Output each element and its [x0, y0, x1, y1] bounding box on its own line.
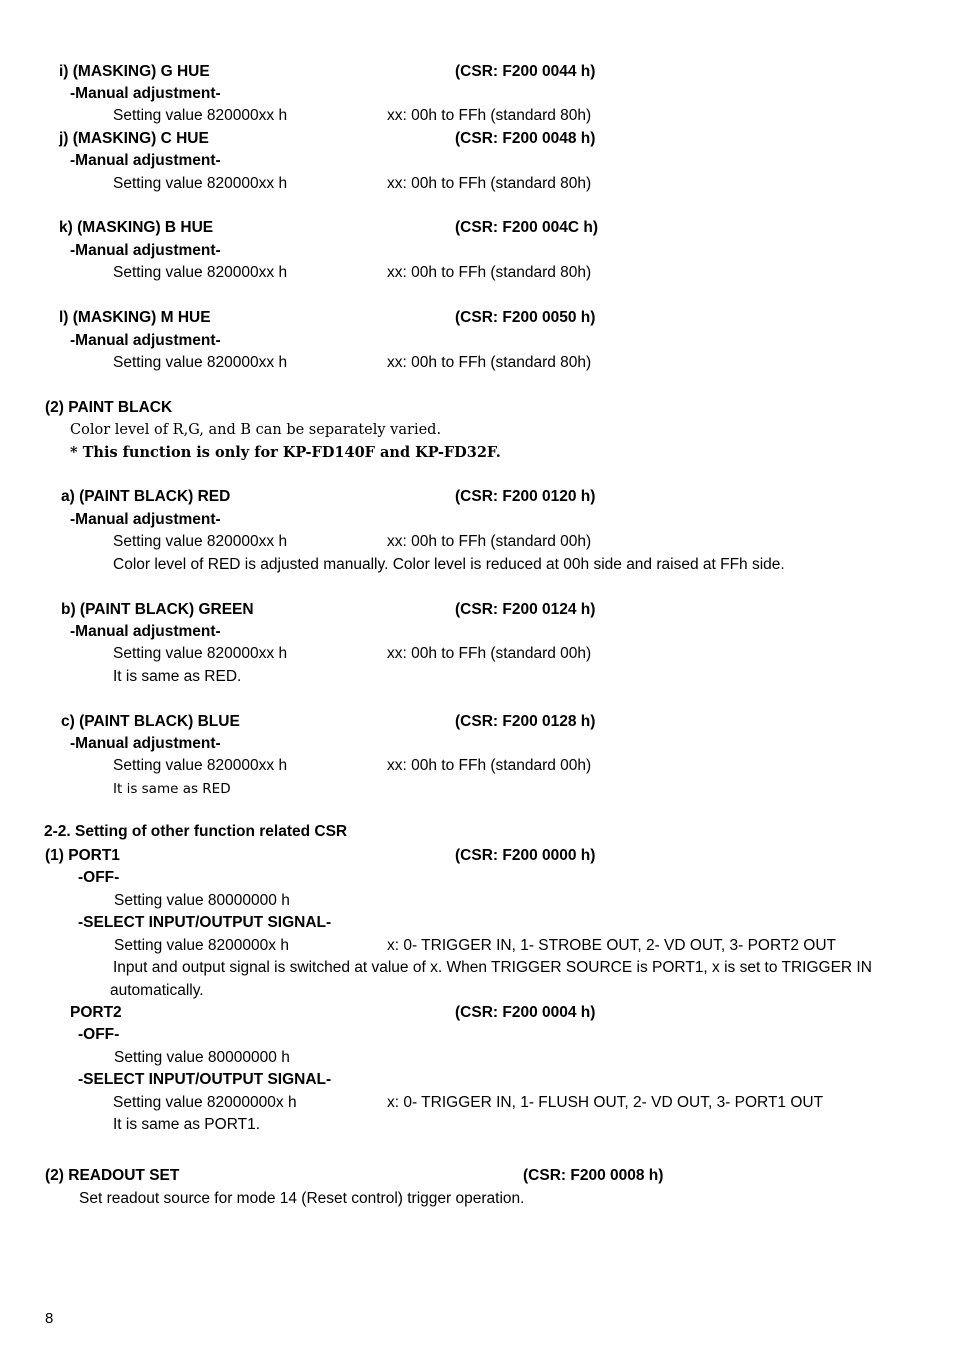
c-hue-csr: (CSR: F200 0048 h): [455, 130, 596, 147]
paint-black-red-desc: Color level of RED is adjusted manually. Color level is reduced at 00h side and raised at FFh side.: [113, 556, 785, 573]
paint-black-green-desc: It is same as RED.: [113, 668, 242, 685]
other-functions-heading: 2-2. Setting of other function related CSR: [44, 823, 348, 840]
m-hue-manual-label: -Manual adjustment-: [70, 332, 221, 349]
b-hue-csr: (CSR: F200 004C h): [455, 219, 598, 236]
port1-csr: (CSR: F200 0000 h): [455, 847, 596, 864]
readout-set-csr: (CSR: F200 0008 h): [523, 1167, 664, 1184]
g-hue-manual-label: -Manual adjustment-: [70, 85, 221, 102]
port2-off-setting: Setting value 80000000 h: [114, 1049, 290, 1066]
paint-black-green-heading: b) (PAINT BLACK) GREEN: [61, 601, 254, 618]
port1-desc-line2: automatically.: [110, 982, 204, 999]
paint-black-green-range: xx: 00h to FFh (standard 00h): [387, 645, 592, 662]
m-hue-setting: Setting value 820000xx h: [113, 354, 288, 371]
g-hue-csr: (CSR: F200 0044 h): [455, 63, 596, 80]
paint-black-blue-desc: It is same as RED: [113, 781, 231, 797]
readout-set-desc: Set readout source for mode 14 (Reset control) trigger operation.: [79, 1190, 525, 1207]
port2-select-label: -SELECT INPUT/OUTPUT SIGNAL-: [78, 1071, 332, 1088]
paint-black-red-heading: a) (PAINT BLACK) RED: [61, 488, 231, 505]
port1-off-setting: Setting value 80000000 h: [114, 892, 290, 909]
port1-heading: (1) PORT1: [45, 847, 120, 864]
paint-black-green-manual-label: -Manual adjustment-: [70, 623, 221, 640]
paint-black-red-manual-label: -Manual adjustment-: [70, 511, 221, 528]
b-hue-range: xx: 00h to FFh (standard 80h): [387, 264, 592, 281]
paint-black-red-setting: Setting value 820000xx h: [113, 533, 288, 550]
paint-black-blue-csr: (CSR: F200 0128 h): [455, 713, 596, 730]
port1-select-label: -SELECT INPUT/OUTPUT SIGNAL-: [78, 914, 332, 931]
paint-black-note: * This function is only for KP-FD140F and KP-FD32F.: [70, 444, 501, 461]
readout-set-heading: (2) READOUT SET: [45, 1167, 180, 1184]
port1-off-label: -OFF-: [78, 869, 120, 886]
b-hue-setting: Setting value 820000xx h: [113, 264, 288, 281]
c-hue-setting: Setting value 820000xx h: [113, 175, 288, 192]
m-hue-csr: (CSR: F200 0050 h): [455, 309, 596, 326]
paint-black-blue-setting: Setting value 820000xx h: [113, 757, 288, 774]
b-hue-heading: k) (MASKING) B HUE: [59, 219, 214, 236]
port1-desc-line1: Input and output signal is switched at value of x. When TRIGGER SOURCE is PORT1, x is set to TRIGGER IN: [113, 959, 872, 976]
port2-select-setting: Setting value 82000000x h: [113, 1094, 297, 1111]
c-hue-heading: j) (MASKING) C HUE: [59, 130, 209, 147]
g-hue-heading: i) (MASKING) G HUE: [59, 63, 210, 80]
paint-black-heading: (2) PAINT BLACK: [45, 399, 173, 416]
g-hue-range: xx: 00h to FFh (standard 80h): [387, 107, 592, 124]
paint-black-desc: Color level of R,G, and B can be separately varied.: [70, 422, 442, 438]
port2-csr: (CSR: F200 0004 h): [455, 1004, 596, 1021]
paint-black-blue-range: xx: 00h to FFh (standard 00h): [387, 757, 592, 774]
port2-desc: It is same as PORT1.: [113, 1116, 261, 1133]
port2-off-label: -OFF-: [78, 1026, 120, 1043]
paint-black-blue-manual-label: -Manual adjustment-: [70, 735, 221, 752]
port2-heading: PORT2: [70, 1004, 122, 1021]
g-hue-setting: Setting value 820000xx h: [113, 107, 288, 124]
port1-select-setting: Setting value 8200000x h: [114, 937, 289, 954]
paint-black-red-csr: (CSR: F200 0120 h): [455, 488, 596, 505]
c-hue-manual-label: -Manual adjustment-: [70, 152, 221, 169]
paint-black-green-csr: (CSR: F200 0124 h): [455, 601, 596, 618]
paint-black-red-range: xx: 00h to FFh (standard 00h): [387, 533, 592, 550]
paint-black-green-setting: Setting value 820000xx h: [113, 645, 288, 662]
c-hue-range: xx: 00h to FFh (standard 80h): [387, 175, 592, 192]
port1-select-range: x: 0- TRIGGER IN, 1- STROBE OUT, 2- VD OUT, 3- PORT2 OUT: [387, 937, 836, 954]
port2-select-range: x: 0- TRIGGER IN, 1- FLUSH OUT, 2- VD OUT, 3- PORT1 OUT: [387, 1094, 824, 1111]
m-hue-range: xx: 00h to FFh (standard 80h): [387, 354, 592, 371]
m-hue-heading: l) (MASKING) M HUE: [59, 309, 211, 326]
paint-black-blue-heading: c) (PAINT BLACK) BLUE: [61, 713, 240, 730]
page-number: 8: [45, 1310, 54, 1327]
b-hue-manual-label: -Manual adjustment-: [70, 242, 221, 259]
